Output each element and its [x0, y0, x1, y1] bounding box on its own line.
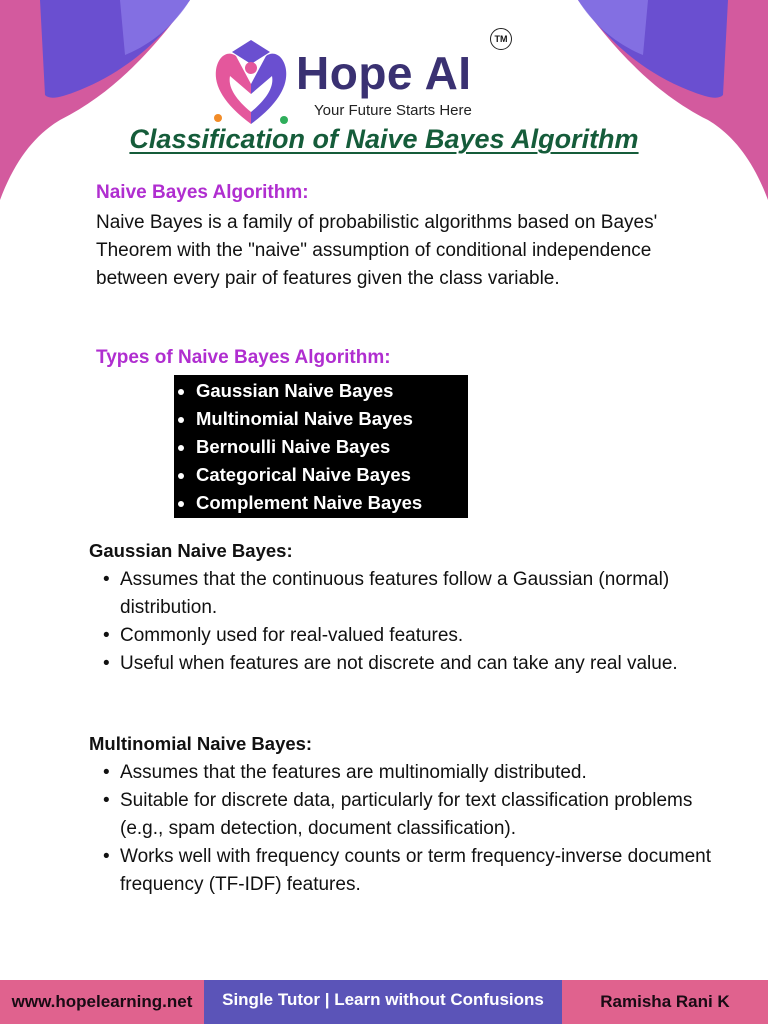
footer-author: Ramisha Rani K: [562, 980, 768, 1024]
gaussian-list: [120, 566, 720, 678]
gaussian-heading: Gaussian Naive Bayes:: [89, 540, 293, 561]
multinomial-list: [120, 759, 720, 899]
types-list: [174, 377, 468, 517]
types-list-box: [174, 375, 468, 518]
page-title: Classification of Naive Bayes Algorithm: [129, 124, 639, 154]
intro-heading: Naive Bayes Algorithm:: [96, 182, 309, 203]
brand-tagline: Your Future Starts Here: [314, 102, 472, 119]
brand-logo: [212, 28, 532, 128]
hope-ai-logo-icon: [212, 34, 290, 126]
brand-name: Hope AI: [296, 47, 472, 99]
multinomial-list-item: • Suitable for discrete data, particularly for text classification problems (e.g., spam detection, document classification).: [120, 787, 720, 843]
gaussian-list-item: • Useful when features are not discrete and can take any real value.: [120, 650, 720, 678]
types-list-item: • Complement Naive Bayes: [196, 489, 468, 517]
multinomial-heading: Multinomial Naive Bayes:: [89, 733, 313, 754]
footer-slogan: Single Tutor | Learn without Confusions: [204, 980, 562, 1024]
footer-website-link[interactable]: www.hopelearning.net: [0, 980, 204, 1024]
types-list-item: • Categorical Naive Bayes: [196, 461, 468, 489]
types-list-item: • Gaussian Naive Bayes: [196, 377, 468, 405]
intro-paragraph: Naive Bayes is a family of probabilistic algorithms based on Bayes' Theorem with the "naive" assumption of conditional independence between every pair of features given the class variable.: [96, 212, 658, 289]
trademark-badge: TM: [490, 28, 512, 50]
footer-bar: [0, 980, 768, 1024]
types-list-item: • Multinomial Naive Bayes: [196, 405, 468, 433]
multinomial-list-item: • Works well with frequency counts or term frequency-inverse document frequency (TF-IDF) features.: [120, 843, 720, 899]
corner-decoration-right: [568, 0, 768, 210]
multinomial-list-item: • Assumes that the features are multinomially distributed.: [120, 759, 720, 787]
types-heading: Types of Naive Bayes Algorithm:: [96, 347, 391, 368]
corner-decoration-left: [0, 0, 200, 210]
gaussian-list-item: • Assumes that the continuous features follow a Gaussian (normal) distribution.: [120, 566, 720, 622]
types-list-item: • Bernoulli Naive Bayes: [196, 433, 468, 461]
gaussian-list-item: • Commonly used for real-valued features.: [120, 622, 720, 650]
